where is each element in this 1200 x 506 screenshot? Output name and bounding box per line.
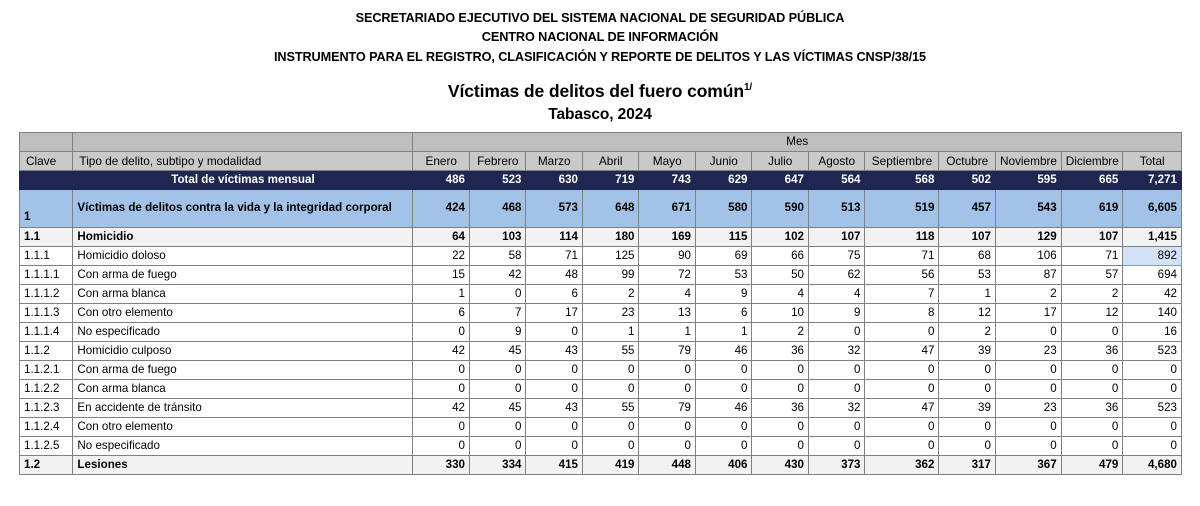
cell-month-8[interactable]: 0 — [808, 436, 865, 455]
cell-month-3[interactable]: 71 — [526, 246, 583, 265]
cell-month-12[interactable]: 36 — [1061, 341, 1123, 360]
row-label[interactable]: Con arma de fuego — [73, 360, 413, 379]
cell-month-7[interactable]: 4 — [752, 284, 809, 303]
cell-month-8[interactable]: 0 — [808, 379, 865, 398]
cell-month-7[interactable]: 0 — [752, 379, 809, 398]
cell-month-11[interactable]: 367 — [995, 455, 1061, 474]
header-month-febrero[interactable]: Febrero — [469, 151, 526, 170]
table-row[interactable] — [20, 227, 1182, 246]
cell-month-6[interactable]: 115 — [695, 227, 752, 246]
cell-month-1[interactable]: 330 — [413, 455, 470, 474]
cell-month-1[interactable]: 486 — [413, 170, 470, 189]
cell-month-3[interactable]: 0 — [526, 417, 583, 436]
table-row[interactable] — [20, 303, 1182, 322]
table-body[interactable] — [20, 170, 1182, 474]
cell-month-7[interactable]: 430 — [752, 455, 809, 474]
row-label[interactable]: En accidente de tránsito — [73, 398, 413, 417]
column-header-row — [20, 151, 1182, 170]
cell-month-1[interactable]: 42 — [413, 341, 470, 360]
cell-month-1[interactable]: 0 — [413, 322, 470, 341]
cell-month-6[interactable]: 1 — [695, 322, 752, 341]
cell-total[interactable]: 523 — [1123, 398, 1182, 417]
cell-month-4[interactable]: 99 — [582, 265, 639, 284]
cell-month-7[interactable]: 0 — [752, 436, 809, 455]
cell-month-3[interactable]: 0 — [526, 360, 583, 379]
row-clave[interactable]: 1.1.2.1 — [20, 360, 73, 379]
cell-month-11[interactable]: 87 — [995, 265, 1061, 284]
header-month-noviembre[interactable]: Noviembre — [995, 151, 1061, 170]
cell-month-6[interactable]: 53 — [695, 265, 752, 284]
cell-month-10[interactable]: 0 — [939, 379, 996, 398]
table-row[interactable] — [20, 455, 1182, 474]
cell-month-7[interactable]: 0 — [752, 417, 809, 436]
cell-month-6[interactable]: 46 — [695, 341, 752, 360]
cell-month-5[interactable]: 671 — [639, 189, 696, 227]
cell-month-3[interactable]: 43 — [526, 341, 583, 360]
cell-month-12[interactable]: 0 — [1061, 322, 1123, 341]
cell-month-1[interactable]: 0 — [413, 436, 470, 455]
row-clave[interactable]: 1.1.2.5 — [20, 436, 73, 455]
cell-month-3[interactable]: 114 — [526, 227, 583, 246]
cell-month-1[interactable]: 42 — [413, 398, 470, 417]
cell-month-5[interactable]: 448 — [639, 455, 696, 474]
cell-month-11[interactable]: 106 — [995, 246, 1061, 265]
cell-month-5[interactable]: 79 — [639, 341, 696, 360]
cell-month-10[interactable]: 457 — [939, 189, 996, 227]
cell-month-8[interactable]: 62 — [808, 265, 865, 284]
cell-month-9[interactable]: 362 — [865, 455, 939, 474]
row-label[interactable]: Con otro elemento — [73, 417, 413, 436]
cell-month-6[interactable]: 69 — [695, 246, 752, 265]
cell-month-7[interactable]: 2 — [752, 322, 809, 341]
cell-month-8[interactable]: 373 — [808, 455, 865, 474]
cell-month-1[interactable]: 64 — [413, 227, 470, 246]
header-clave[interactable]: Clave — [20, 151, 73, 170]
table-head — [20, 132, 1182, 170]
org-line-1: SECRETARIADO EJECUTIVO DEL SISTEMA NACIONAL DE SEGURIDAD PÚBLICA — [355, 11, 845, 25]
cell-month-9[interactable]: 7 — [865, 284, 939, 303]
cell-month-7[interactable]: 590 — [752, 189, 809, 227]
group-header-row — [20, 132, 1182, 151]
table-row[interactable] — [20, 379, 1182, 398]
row-clave[interactable]: 1.1.2.2 — [20, 379, 73, 398]
cell-total[interactable]: 1,415 — [1123, 227, 1182, 246]
cell-month-10[interactable]: 39 — [939, 398, 996, 417]
cell-month-11[interactable]: 0 — [995, 436, 1061, 455]
cell-month-3[interactable]: 48 — [526, 265, 583, 284]
header-descripcion[interactable]: Tipo de delito, subtipo y modalidad — [73, 151, 413, 170]
table-row[interactable] — [20, 189, 1182, 227]
cell-total[interactable]: 0 — [1123, 360, 1182, 379]
cell-month-4[interactable]: 1 — [582, 322, 639, 341]
table-row[interactable] — [20, 246, 1182, 265]
cell-month-12[interactable]: 479 — [1061, 455, 1123, 474]
cell-month-5[interactable]: 0 — [639, 360, 696, 379]
header-total[interactable]: Total — [1123, 151, 1182, 170]
header-month-abril[interactable]: Abril — [582, 151, 639, 170]
cell-month-9[interactable]: 0 — [865, 417, 939, 436]
cell-month-12[interactable]: 665 — [1061, 170, 1123, 189]
cell-month-8[interactable]: 564 — [808, 170, 865, 189]
cell-month-7[interactable]: 0 — [752, 360, 809, 379]
cell-month-11[interactable]: 0 — [995, 360, 1061, 379]
cell-month-2[interactable]: 0 — [469, 379, 526, 398]
cell-month-11[interactable]: 0 — [995, 322, 1061, 341]
cell-month-9[interactable]: 0 — [865, 360, 939, 379]
cell-month-4[interactable]: 0 — [582, 360, 639, 379]
header-month-octubre[interactable]: Octubre — [939, 151, 996, 170]
document-header — [0, 0, 1200, 126]
cell-month-10[interactable]: 317 — [939, 455, 996, 474]
cell-month-4[interactable]: 180 — [582, 227, 639, 246]
cell-month-5[interactable]: 79 — [639, 398, 696, 417]
cell-month-7[interactable]: 647 — [752, 170, 809, 189]
cell-month-3[interactable]: 0 — [526, 322, 583, 341]
spreadsheet-area[interactable] — [0, 132, 1200, 475]
cell-month-5[interactable]: 1 — [639, 322, 696, 341]
table-row[interactable] — [20, 398, 1182, 417]
cell-month-11[interactable]: 0 — [995, 417, 1061, 436]
cell-month-2[interactable]: 7 — [469, 303, 526, 322]
cell-month-1[interactable]: 0 — [413, 360, 470, 379]
cell-month-2[interactable]: 0 — [469, 360, 526, 379]
row-label[interactable]: Homicidio — [73, 227, 413, 246]
cell-month-6[interactable]: 6 — [695, 303, 752, 322]
cell-month-3[interactable]: 6 — [526, 284, 583, 303]
cell-month-4[interactable]: 23 — [582, 303, 639, 322]
cell-total[interactable]: 523 — [1123, 341, 1182, 360]
row-clave[interactable]: 1.1.1.2 — [20, 284, 73, 303]
cell-month-1[interactable]: 1 — [413, 284, 470, 303]
cell-month-2[interactable]: 103 — [469, 227, 526, 246]
cell-total[interactable]: 4,680 — [1123, 455, 1182, 474]
cell-month-2[interactable]: 0 — [469, 284, 526, 303]
cell-month-6[interactable]: 9 — [695, 284, 752, 303]
cell-month-12[interactable]: 12 — [1061, 303, 1123, 322]
cell-total[interactable]: 0 — [1123, 436, 1182, 455]
cell-month-4[interactable]: 55 — [582, 398, 639, 417]
cell-month-3[interactable]: 17 — [526, 303, 583, 322]
cell-month-5[interactable]: 4 — [639, 284, 696, 303]
cell-month-10[interactable]: 53 — [939, 265, 996, 284]
cell-month-10[interactable]: 0 — [939, 436, 996, 455]
row-label[interactable]: Homicidio doloso — [73, 246, 413, 265]
cell-month-7[interactable]: 36 — [752, 341, 809, 360]
cell-month-8[interactable]: 0 — [808, 360, 865, 379]
cell-total[interactable]: 16 — [1123, 322, 1182, 341]
cell-month-5[interactable]: 13 — [639, 303, 696, 322]
cell-month-11[interactable]: 23 — [995, 341, 1061, 360]
cell-month-3[interactable]: 630 — [526, 170, 583, 189]
cell-month-8[interactable]: 32 — [808, 341, 865, 360]
cell-month-12[interactable]: 0 — [1061, 379, 1123, 398]
cell-month-2[interactable]: 334 — [469, 455, 526, 474]
cell-month-5[interactable]: 0 — [639, 417, 696, 436]
table-row[interactable] — [20, 417, 1182, 436]
cell-month-10[interactable]: 68 — [939, 246, 996, 265]
cell-month-10[interactable]: 1 — [939, 284, 996, 303]
cell-month-5[interactable]: 0 — [639, 379, 696, 398]
header-month-julio[interactable]: Julio — [752, 151, 809, 170]
cell-month-6[interactable]: 0 — [695, 436, 752, 455]
cell-month-7[interactable]: 102 — [752, 227, 809, 246]
row-clave[interactable]: 1 — [20, 189, 73, 227]
header-month-enero[interactable]: Enero — [413, 151, 470, 170]
cell-month-10[interactable]: 2 — [939, 322, 996, 341]
cell-month-2[interactable]: 9 — [469, 322, 526, 341]
cell-month-9[interactable]: 118 — [865, 227, 939, 246]
cell-month-8[interactable]: 32 — [808, 398, 865, 417]
header-month-mayo[interactable]: Mayo — [639, 151, 696, 170]
row-clave[interactable]: 1.2 — [20, 455, 73, 474]
group-header-blank-clave — [20, 132, 73, 151]
cell-month-4[interactable]: 0 — [582, 379, 639, 398]
header-month-junio[interactable]: Junio — [695, 151, 752, 170]
header-month-agosto[interactable]: Agosto — [808, 151, 865, 170]
cell-month-8[interactable]: 0 — [808, 322, 865, 341]
cell-month-8[interactable]: 107 — [808, 227, 865, 246]
cell-month-7[interactable]: 50 — [752, 265, 809, 284]
row-clave[interactable]: 1.1.2.3 — [20, 398, 73, 417]
cell-month-2[interactable]: 523 — [469, 170, 526, 189]
cell-month-1[interactable]: 0 — [413, 379, 470, 398]
cell-month-9[interactable]: 8 — [865, 303, 939, 322]
cell-month-3[interactable]: 0 — [526, 436, 583, 455]
row-label[interactable]: No especificado — [73, 322, 413, 341]
cell-month-9[interactable]: 47 — [865, 398, 939, 417]
cell-month-12[interactable]: 71 — [1061, 246, 1123, 265]
cell-month-8[interactable]: 75 — [808, 246, 865, 265]
cell-month-4[interactable]: 125 — [582, 246, 639, 265]
table-row[interactable] — [20, 170, 1182, 189]
cell-month-10[interactable]: 502 — [939, 170, 996, 189]
cell-month-10[interactable]: 39 — [939, 341, 996, 360]
cell-month-4[interactable]: 0 — [582, 417, 639, 436]
row-label[interactable]: Con otro elemento — [73, 303, 413, 322]
cell-month-3[interactable]: 43 — [526, 398, 583, 417]
row-label[interactable]: Con arma de fuego — [73, 265, 413, 284]
cell-month-5[interactable]: 169 — [639, 227, 696, 246]
cell-month-6[interactable]: 0 — [695, 379, 752, 398]
cell-month-7[interactable]: 66 — [752, 246, 809, 265]
cell-month-1[interactable]: 6 — [413, 303, 470, 322]
cell-month-11[interactable]: 129 — [995, 227, 1061, 246]
cell-month-8[interactable]: 9 — [808, 303, 865, 322]
row-clave[interactable]: 1.1.2 — [20, 341, 73, 360]
cell-month-4[interactable]: 2 — [582, 284, 639, 303]
row-clave[interactable]: 1.1.1.4 — [20, 322, 73, 341]
table-row[interactable] — [20, 322, 1182, 341]
cell-month-3[interactable]: 415 — [526, 455, 583, 474]
cell-month-2[interactable]: 45 — [469, 398, 526, 417]
cell-month-9[interactable]: 71 — [865, 246, 939, 265]
cell-month-4[interactable]: 648 — [582, 189, 639, 227]
page-title-text: Víctimas de delitos del fuero común — [447, 80, 744, 101]
page-subtitle: Tabasco, 2024 — [548, 105, 652, 123]
row-label[interactable]: No especificado — [73, 436, 413, 455]
cell-month-9[interactable]: 0 — [865, 322, 939, 341]
cell-month-8[interactable]: 0 — [808, 417, 865, 436]
cell-total[interactable]: 694 — [1123, 265, 1182, 284]
cell-month-4[interactable]: 719 — [582, 170, 639, 189]
header-month-marzo[interactable]: Marzo — [526, 151, 583, 170]
cell-month-6[interactable]: 46 — [695, 398, 752, 417]
cell-month-1[interactable]: 22 — [413, 246, 470, 265]
selected-cell[interactable]: 892 — [1123, 246, 1182, 265]
cell-total[interactable]: 7,271 — [1123, 170, 1182, 189]
cell-month-4[interactable]: 55 — [582, 341, 639, 360]
cell-month-9[interactable]: 568 — [865, 170, 939, 189]
cell-month-12[interactable]: 0 — [1061, 417, 1123, 436]
cell-month-6[interactable]: 0 — [695, 417, 752, 436]
cell-month-3[interactable]: 573 — [526, 189, 583, 227]
cell-month-5[interactable]: 0 — [639, 436, 696, 455]
cell-month-5[interactable]: 72 — [639, 265, 696, 284]
cell-month-7[interactable]: 36 — [752, 398, 809, 417]
cell-month-10[interactable]: 107 — [939, 227, 996, 246]
table-row[interactable] — [20, 284, 1182, 303]
table-row[interactable] — [20, 265, 1182, 284]
cell-month-12[interactable]: 2 — [1061, 284, 1123, 303]
cell-month-4[interactable]: 0 — [582, 436, 639, 455]
cell-month-7[interactable]: 10 — [752, 303, 809, 322]
page-title-footnote-marker: 1/ — [743, 82, 753, 93]
group-header-blank-desc — [73, 132, 413, 151]
cell-month-12[interactable]: 0 — [1061, 360, 1123, 379]
cell-month-10[interactable]: 0 — [939, 417, 996, 436]
cell-month-3[interactable]: 0 — [526, 379, 583, 398]
cell-month-9[interactable]: 47 — [865, 341, 939, 360]
cell-month-2[interactable]: 468 — [469, 189, 526, 227]
cell-month-9[interactable]: 0 — [865, 379, 939, 398]
cell-total[interactable]: 0 — [1123, 379, 1182, 398]
cell-month-11[interactable]: 17 — [995, 303, 1061, 322]
row-clave[interactable]: 1.1.1.1 — [20, 265, 73, 284]
row-clave[interactable]: 1.1.1.3 — [20, 303, 73, 322]
cell-month-12[interactable]: 57 — [1061, 265, 1123, 284]
cell-month-1[interactable]: 0 — [413, 417, 470, 436]
cell-month-5[interactable]: 743 — [639, 170, 696, 189]
cell-month-1[interactable]: 424 — [413, 189, 470, 227]
cell-month-12[interactable]: 0 — [1061, 436, 1123, 455]
cell-month-11[interactable]: 595 — [995, 170, 1061, 189]
header-month-diciembre[interactable]: Diciembre — [1061, 151, 1123, 170]
cell-month-10[interactable]: 12 — [939, 303, 996, 322]
cell-month-2[interactable]: 0 — [469, 417, 526, 436]
table-row[interactable] — [20, 360, 1182, 379]
row-label[interactable]: Lesiones — [73, 455, 413, 474]
org-line-2: CENTRO NACIONAL DE INFORMACIÓN — [481, 30, 719, 44]
row-label[interactable]: Víctimas de delitos contra la vida y la integridad corporal — [73, 189, 413, 227]
cell-month-10[interactable]: 0 — [939, 360, 996, 379]
cell-month-4[interactable]: 419 — [582, 455, 639, 474]
cell-month-2[interactable]: 42 — [469, 265, 526, 284]
cell-total[interactable]: 6,605 — [1123, 189, 1182, 227]
row-label[interactable]: Total de víctimas mensual — [73, 170, 413, 189]
cell-month-11[interactable]: 23 — [995, 398, 1061, 417]
org-line-3: INSTRUMENTO PARA EL REGISTRO, CLASIFICACIÓN Y REPORTE DE DELITOS Y LAS VÍCTIMAS CNSP/38/15 — [273, 50, 927, 64]
cell-month-5[interactable]: 90 — [639, 246, 696, 265]
victims-table[interactable] — [19, 132, 1182, 475]
cell-month-12[interactable]: 107 — [1061, 227, 1123, 246]
row-label[interactable]: Homicidio culposo — [73, 341, 413, 360]
cell-month-9[interactable]: 519 — [865, 189, 939, 227]
cell-month-9[interactable]: 56 — [865, 265, 939, 284]
page-title — [0, 75, 1200, 104]
cell-month-11[interactable]: 2 — [995, 284, 1061, 303]
row-clave[interactable]: 1.1.1 — [20, 246, 73, 265]
cell-total[interactable]: 42 — [1123, 284, 1182, 303]
cell-month-12[interactable]: 36 — [1061, 398, 1123, 417]
table-row[interactable] — [20, 341, 1182, 360]
cell-total[interactable]: 140 — [1123, 303, 1182, 322]
cell-month-11[interactable]: 0 — [995, 379, 1061, 398]
cell-month-6[interactable]: 580 — [695, 189, 752, 227]
cell-total[interactable]: 0 — [1123, 417, 1182, 436]
row-label[interactable]: Con arma blanca — [73, 284, 413, 303]
cell-month-2[interactable]: 58 — [469, 246, 526, 265]
group-header-mes: Mes — [413, 132, 1182, 151]
cell-month-8[interactable]: 4 — [808, 284, 865, 303]
cell-month-11[interactable]: 543 — [995, 189, 1061, 227]
cell-month-2[interactable]: 0 — [469, 436, 526, 455]
cell-month-6[interactable]: 0 — [695, 360, 752, 379]
header-month-septiembre[interactable]: Septiembre — [865, 151, 939, 170]
table-row[interactable] — [20, 436, 1182, 455]
row-clave[interactable] — [20, 170, 73, 189]
cell-month-9[interactable]: 0 — [865, 436, 939, 455]
cell-month-8[interactable]: 513 — [808, 189, 865, 227]
row-clave[interactable]: 1.1.2.4 — [20, 417, 73, 436]
cell-month-6[interactable]: 629 — [695, 170, 752, 189]
cell-month-6[interactable]: 406 — [695, 455, 752, 474]
row-clave[interactable]: 1.1 — [20, 227, 73, 246]
row-label[interactable]: Con arma blanca — [73, 379, 413, 398]
cell-month-2[interactable]: 45 — [469, 341, 526, 360]
cell-month-1[interactable]: 15 — [413, 265, 470, 284]
cell-month-12[interactable]: 619 — [1061, 189, 1123, 227]
